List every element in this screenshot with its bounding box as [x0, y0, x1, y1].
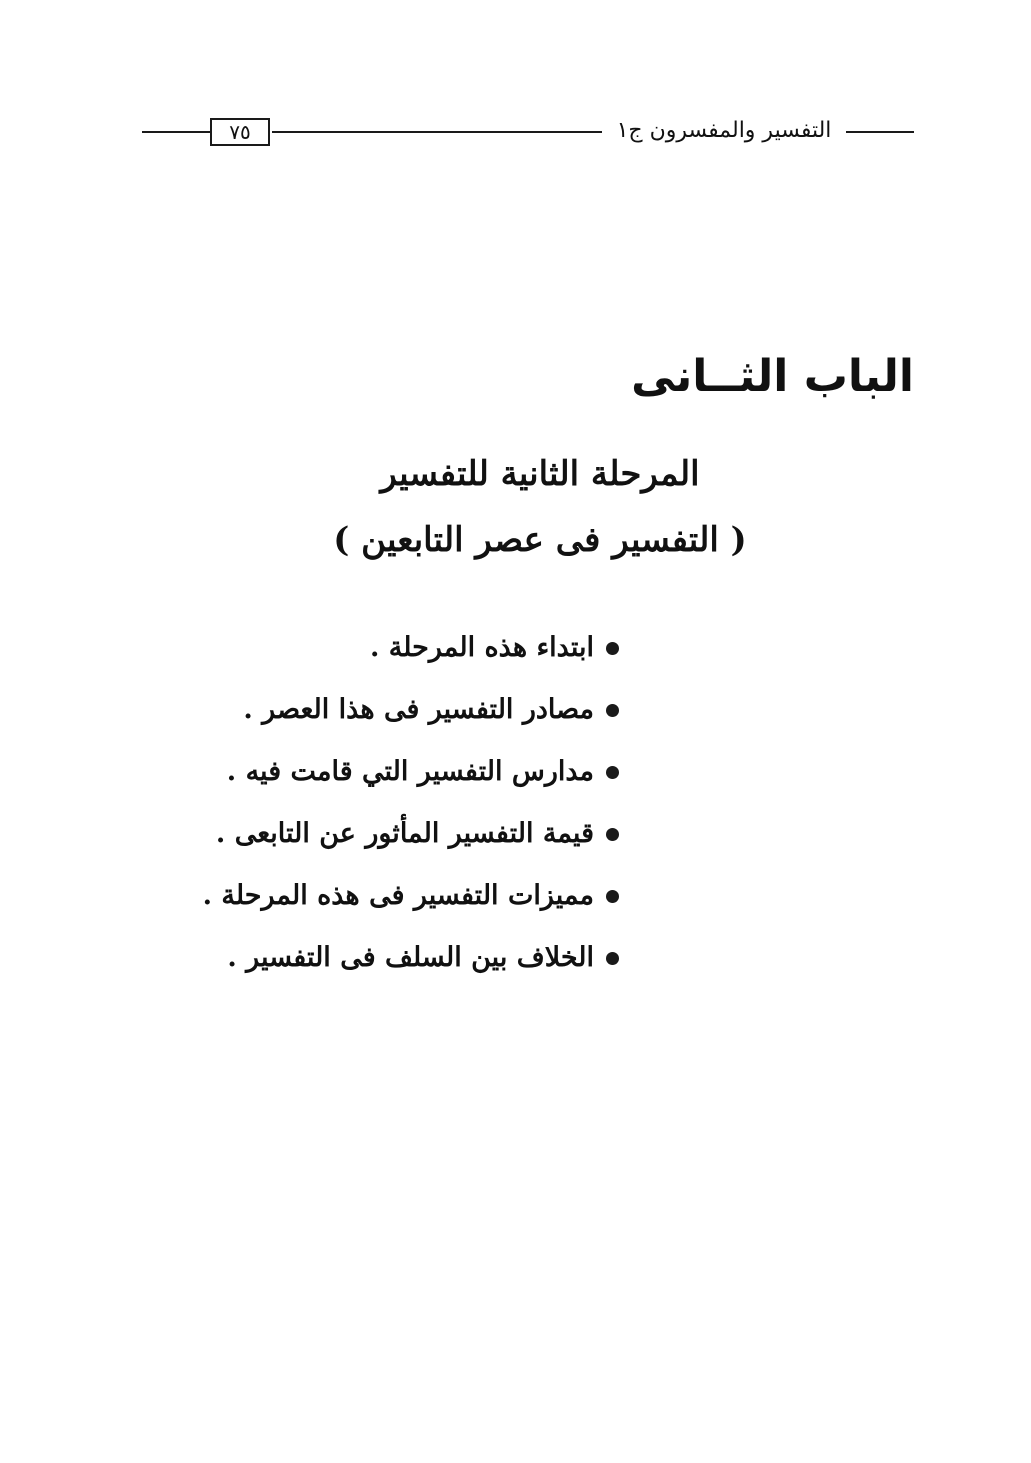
topic-text: ابتداء هذه المرحلة .	[369, 632, 594, 663]
list-item	[199, 742, 619, 804]
list-item	[199, 680, 619, 742]
bullet-icon	[606, 642, 619, 655]
list-item	[199, 866, 619, 928]
list-item	[199, 804, 619, 866]
topic-text: مصادر التفسير فى هذا العصر .	[243, 694, 594, 725]
header-rule-middle	[272, 131, 602, 133]
topic-text: مميزات التفسير فى هذه المرحلة .	[202, 880, 594, 911]
section-subtitle: المرحلة الثانية للتفسير	[380, 454, 700, 494]
bullet-icon	[606, 952, 619, 965]
running-title: التفسير والمفسرون ج١	[616, 118, 832, 143]
topic-list	[199, 618, 619, 990]
bullet-icon	[606, 890, 619, 903]
topic-text: قيمة التفسير المأثور عن التابعى .	[215, 818, 594, 849]
bullet-icon	[606, 828, 619, 841]
header-rule-left	[142, 131, 210, 133]
page-header	[142, 112, 914, 152]
page-number: ٧٥	[210, 118, 270, 146]
header-rule-right	[846, 131, 914, 133]
list-item	[199, 928, 619, 990]
bullet-icon	[606, 766, 619, 779]
chapter-title: الباب الثــانى	[631, 351, 914, 402]
section-subtitle-parenthetical: ( التفسير فى عصر التابعين )	[333, 520, 747, 560]
topic-text: الخلاف بين السلف فى التفسير .	[227, 942, 594, 973]
list-item	[199, 618, 619, 680]
bullet-icon	[606, 704, 619, 717]
topic-text: مدارس التفسير التي قامت فيه .	[226, 756, 594, 787]
